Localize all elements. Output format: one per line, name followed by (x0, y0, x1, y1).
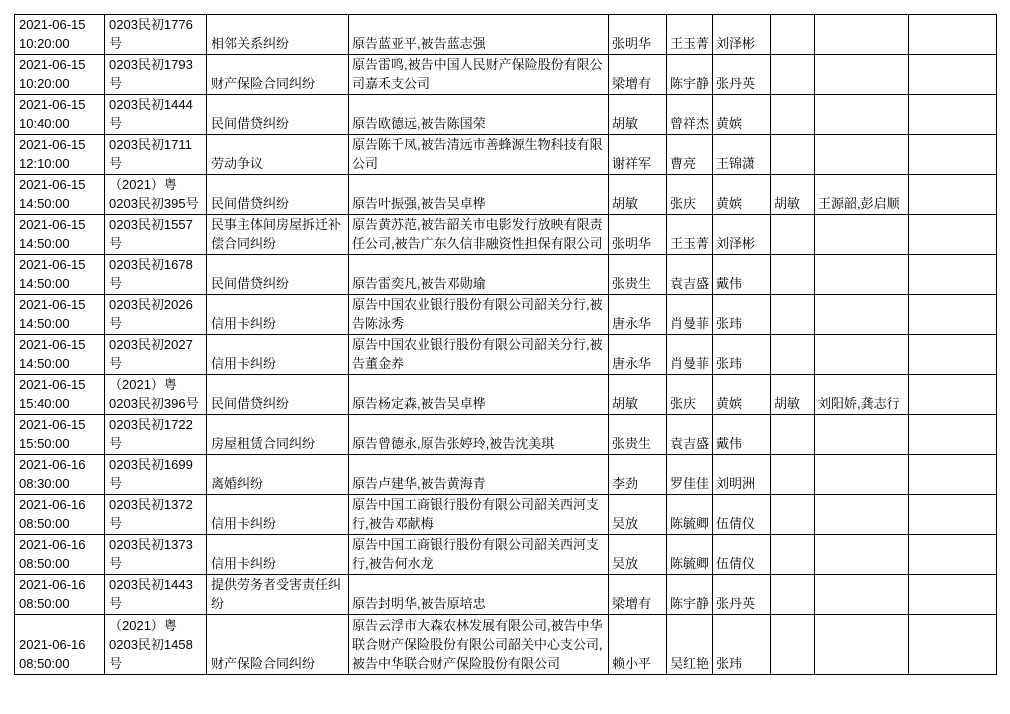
court-clerk: 刘明洲 (713, 455, 771, 495)
case-number: 0203民初1776号 (105, 15, 207, 55)
extra-participants (815, 455, 909, 495)
case-cause: 劳动争议 (207, 135, 349, 175)
case-number: （2021）粤0203民初396号 (105, 375, 207, 415)
hearing-time: 2021-06-16 08:30:00 (15, 455, 105, 495)
case-parties: 原告曾德永,原告张婷玲,被告沈美琪 (349, 415, 609, 455)
presiding-judge: 梁增有 (609, 575, 667, 615)
empty-cell (909, 15, 997, 55)
case-cause: 相邻关系纠纷 (207, 15, 349, 55)
case-number: 0203民初2026号 (105, 295, 207, 335)
table-row (15, 55, 997, 95)
court-clerk: 刘泽彬 (713, 15, 771, 55)
presiding-judge: 胡敏 (609, 95, 667, 135)
case-number: （2021）粤0203民初1458号 (105, 615, 207, 675)
presiding-judge: 唐永华 (609, 295, 667, 335)
empty-cell (909, 135, 997, 175)
case-cause: 财产保险合同纠纷 (207, 55, 349, 95)
table-row (15, 455, 997, 495)
panel-member: 张庆 (667, 375, 713, 415)
extra-participants: 王源韶,彭启顺 (815, 175, 909, 215)
hearing-time: 2021-06-15 14:50:00 (15, 295, 105, 335)
case-parties: 原告叶振强,被告吴卓桦 (349, 175, 609, 215)
extra-participants (815, 495, 909, 535)
extra-participants (815, 215, 909, 255)
case-number: 0203民初1373号 (105, 535, 207, 575)
presiding-judge: 张贵生 (609, 255, 667, 295)
extra-judge (771, 615, 815, 675)
hearing-time: 2021-06-15 14:50:00 (15, 255, 105, 295)
hearing-time: 2021-06-15 10:20:00 (15, 15, 105, 55)
extra-judge (771, 575, 815, 615)
presiding-judge: 胡敏 (609, 175, 667, 215)
presiding-judge: 吴放 (609, 535, 667, 575)
court-clerk: 黄嫔 (713, 375, 771, 415)
extra-participants (815, 575, 909, 615)
extra-participants: 刘阳娇,龚志行 (815, 375, 909, 415)
panel-member: 王玉菁 (667, 15, 713, 55)
case-number: 0203民初1793号 (105, 55, 207, 95)
case-number: 0203民初1699号 (105, 455, 207, 495)
case-parties: 原告雷鸣,被告中国人民财产保险股份有限公司嘉禾支公司 (349, 55, 609, 95)
panel-member: 罗佳佳 (667, 455, 713, 495)
extra-judge (771, 95, 815, 135)
hearing-time: 2021-06-15 10:40:00 (15, 95, 105, 135)
hearing-time: 2021-06-15 15:50:00 (15, 415, 105, 455)
court-clerk: 黄嫔 (713, 175, 771, 215)
empty-cell (909, 175, 997, 215)
extra-participants (815, 615, 909, 675)
table-row (15, 535, 997, 575)
case-parties: 原告中国农业银行股份有限公司韶关分行,被告陈泳秀 (349, 295, 609, 335)
case-parties: 原告黄苏范,被告韶关市电影发行放映有限责任公司,被告广东久信非融资性担保有限公司 (349, 215, 609, 255)
panel-member: 袁吉盛 (667, 415, 713, 455)
empty-cell (909, 335, 997, 375)
hearing-time: 2021-06-15 10:20:00 (15, 55, 105, 95)
court-clerk: 张丹英 (713, 55, 771, 95)
court-clerk: 刘泽彬 (713, 215, 771, 255)
case-parties: 原告中国农业银行股份有限公司韶关分行,被告董金养 (349, 335, 609, 375)
extra-judge (771, 335, 815, 375)
presiding-judge: 梁增有 (609, 55, 667, 95)
extra-participants (815, 135, 909, 175)
table-row (15, 295, 997, 335)
case-parties: 原告中国工商银行股份有限公司韶关西河支行,被告何水龙 (349, 535, 609, 575)
case-cause: 房屋租赁合同纠纷 (207, 415, 349, 455)
hearing-time: 2021-06-15 12:10:00 (15, 135, 105, 175)
court-clerk: 伍倩仪 (713, 495, 771, 535)
court-clerk: 张玮 (713, 295, 771, 335)
table-row (15, 415, 997, 455)
presiding-judge: 唐永华 (609, 335, 667, 375)
extra-judge: 胡敏 (771, 175, 815, 215)
table-row (15, 575, 997, 615)
court-clerk: 戴伟 (713, 415, 771, 455)
court-clerk: 戴伟 (713, 255, 771, 295)
case-parties: 原告杨定森,被告吴卓桦 (349, 375, 609, 415)
extra-judge (771, 15, 815, 55)
extra-judge (771, 295, 815, 335)
presiding-judge: 赖小平 (609, 615, 667, 675)
case-cause: 民间借贷纠纷 (207, 255, 349, 295)
presiding-judge: 李劲 (609, 455, 667, 495)
panel-member: 陈毓卿 (667, 535, 713, 575)
empty-cell (909, 55, 997, 95)
extra-participants (815, 335, 909, 375)
presiding-judge: 张贵生 (609, 415, 667, 455)
panel-member: 张庆 (667, 175, 713, 215)
presiding-judge: 张明华 (609, 215, 667, 255)
panel-member: 王玉菁 (667, 215, 713, 255)
hearing-time: 2021-06-15 15:40:00 (15, 375, 105, 415)
table-row (15, 335, 997, 375)
extra-participants (815, 295, 909, 335)
empty-cell (909, 415, 997, 455)
panel-member: 肖曼菲 (667, 335, 713, 375)
extra-participants (815, 415, 909, 455)
court-clerk: 张玮 (713, 335, 771, 375)
empty-cell (909, 575, 997, 615)
case-parties: 原告陈千凤,被告清远市善蜂源生物科技有限公司 (349, 135, 609, 175)
case-number: 0203民初1722号 (105, 415, 207, 455)
panel-member: 陈宇静 (667, 575, 713, 615)
case-cause: 财产保险合同纠纷 (207, 615, 349, 675)
extra-judge (771, 215, 815, 255)
panel-member: 曾祥杰 (667, 95, 713, 135)
case-parties: 原告中国工商银行股份有限公司韶关西河支行,被告邓献梅 (349, 495, 609, 535)
presiding-judge: 谢祥军 (609, 135, 667, 175)
presiding-judge: 吴放 (609, 495, 667, 535)
hearing-schedule-table (14, 14, 997, 675)
table-row (15, 135, 997, 175)
empty-cell (909, 295, 997, 335)
presiding-judge: 胡敏 (609, 375, 667, 415)
hearing-time: 2021-06-16 08:50:00 (15, 495, 105, 535)
case-cause: 民事主体间房屋拆迁补偿合同纠纷 (207, 215, 349, 255)
court-clerk: 王锦潇 (713, 135, 771, 175)
case-number: 0203民初1557号 (105, 215, 207, 255)
court-clerk: 黄嫔 (713, 95, 771, 135)
table-row (15, 255, 997, 295)
case-cause: 民间借贷纠纷 (207, 95, 349, 135)
empty-cell (909, 255, 997, 295)
extra-judge (771, 415, 815, 455)
case-parties: 原告卢建华,被告黄海青 (349, 455, 609, 495)
hearing-time: 2021-06-15 14:50:00 (15, 335, 105, 375)
empty-cell (909, 95, 997, 135)
presiding-judge: 张明华 (609, 15, 667, 55)
panel-member: 吴红艳 (667, 615, 713, 675)
panel-member: 陈毓卿 (667, 495, 713, 535)
case-cause: 信用卡纠纷 (207, 295, 349, 335)
table-row (15, 175, 997, 215)
extra-judge: 胡敏 (771, 375, 815, 415)
table-row (15, 615, 997, 675)
panel-member: 袁吉盛 (667, 255, 713, 295)
hearing-time: 2021-06-16 08:50:00 (15, 575, 105, 615)
table-row (15, 375, 997, 415)
extra-judge (771, 135, 815, 175)
case-cause: 提供劳务者受害责任纠纷 (207, 575, 349, 615)
hearing-time: 2021-06-15 14:50:00 (15, 175, 105, 215)
case-cause: 离婚纠纷 (207, 455, 349, 495)
case-parties: 原告雷奕凡,被告邓勋瑜 (349, 255, 609, 295)
case-cause: 信用卡纠纷 (207, 495, 349, 535)
case-cause: 民间借贷纠纷 (207, 175, 349, 215)
court-clerk: 张丹英 (713, 575, 771, 615)
table-row (15, 495, 997, 535)
extra-participants (815, 535, 909, 575)
panel-member: 肖曼菲 (667, 295, 713, 335)
extra-participants (815, 55, 909, 95)
extra-participants (815, 95, 909, 135)
extra-judge (771, 255, 815, 295)
hearing-time: 2021-06-16 08:50:00 (15, 535, 105, 575)
case-cause: 信用卡纠纷 (207, 535, 349, 575)
case-number: 0203民初1678号 (105, 255, 207, 295)
hearing-time: 2021-06-16 08:50:00 (15, 615, 105, 675)
case-parties: 原告欧德远,被告陈国荣 (349, 95, 609, 135)
empty-cell (909, 495, 997, 535)
case-number: 0203民初1443号 (105, 575, 207, 615)
panel-member: 曹亮 (667, 135, 713, 175)
table-row (15, 15, 997, 55)
case-number: 0203民初1711号 (105, 135, 207, 175)
table-row (15, 215, 997, 255)
case-cause: 民间借贷纠纷 (207, 375, 349, 415)
extra-judge (771, 455, 815, 495)
extra-participants (815, 255, 909, 295)
empty-cell (909, 375, 997, 415)
hearing-time: 2021-06-15 14:50:00 (15, 215, 105, 255)
case-number: 0203民初1444号 (105, 95, 207, 135)
extra-judge (771, 55, 815, 95)
extra-participants (815, 15, 909, 55)
case-number: （2021）粤0203民初395号 (105, 175, 207, 215)
case-parties: 原告封明华,被告原培忠 (349, 575, 609, 615)
empty-cell (909, 455, 997, 495)
extra-judge (771, 535, 815, 575)
extra-judge (771, 495, 815, 535)
empty-cell (909, 615, 997, 675)
case-number: 0203民初1372号 (105, 495, 207, 535)
empty-cell (909, 215, 997, 255)
case-parties: 原告云浮市大森农林发展有限公司,被告中华联合财产保险股份有限公司韶关中心支公司,被告中华联合财产保险股份有限公司 (349, 615, 609, 675)
panel-member: 陈宇静 (667, 55, 713, 95)
empty-cell (909, 535, 997, 575)
case-number: 0203民初2027号 (105, 335, 207, 375)
case-cause: 信用卡纠纷 (207, 335, 349, 375)
court-clerk: 张玮 (713, 615, 771, 675)
table-row (15, 95, 997, 135)
case-parties: 原告蓝亚平,被告蓝志强 (349, 15, 609, 55)
court-clerk: 伍倩仪 (713, 535, 771, 575)
